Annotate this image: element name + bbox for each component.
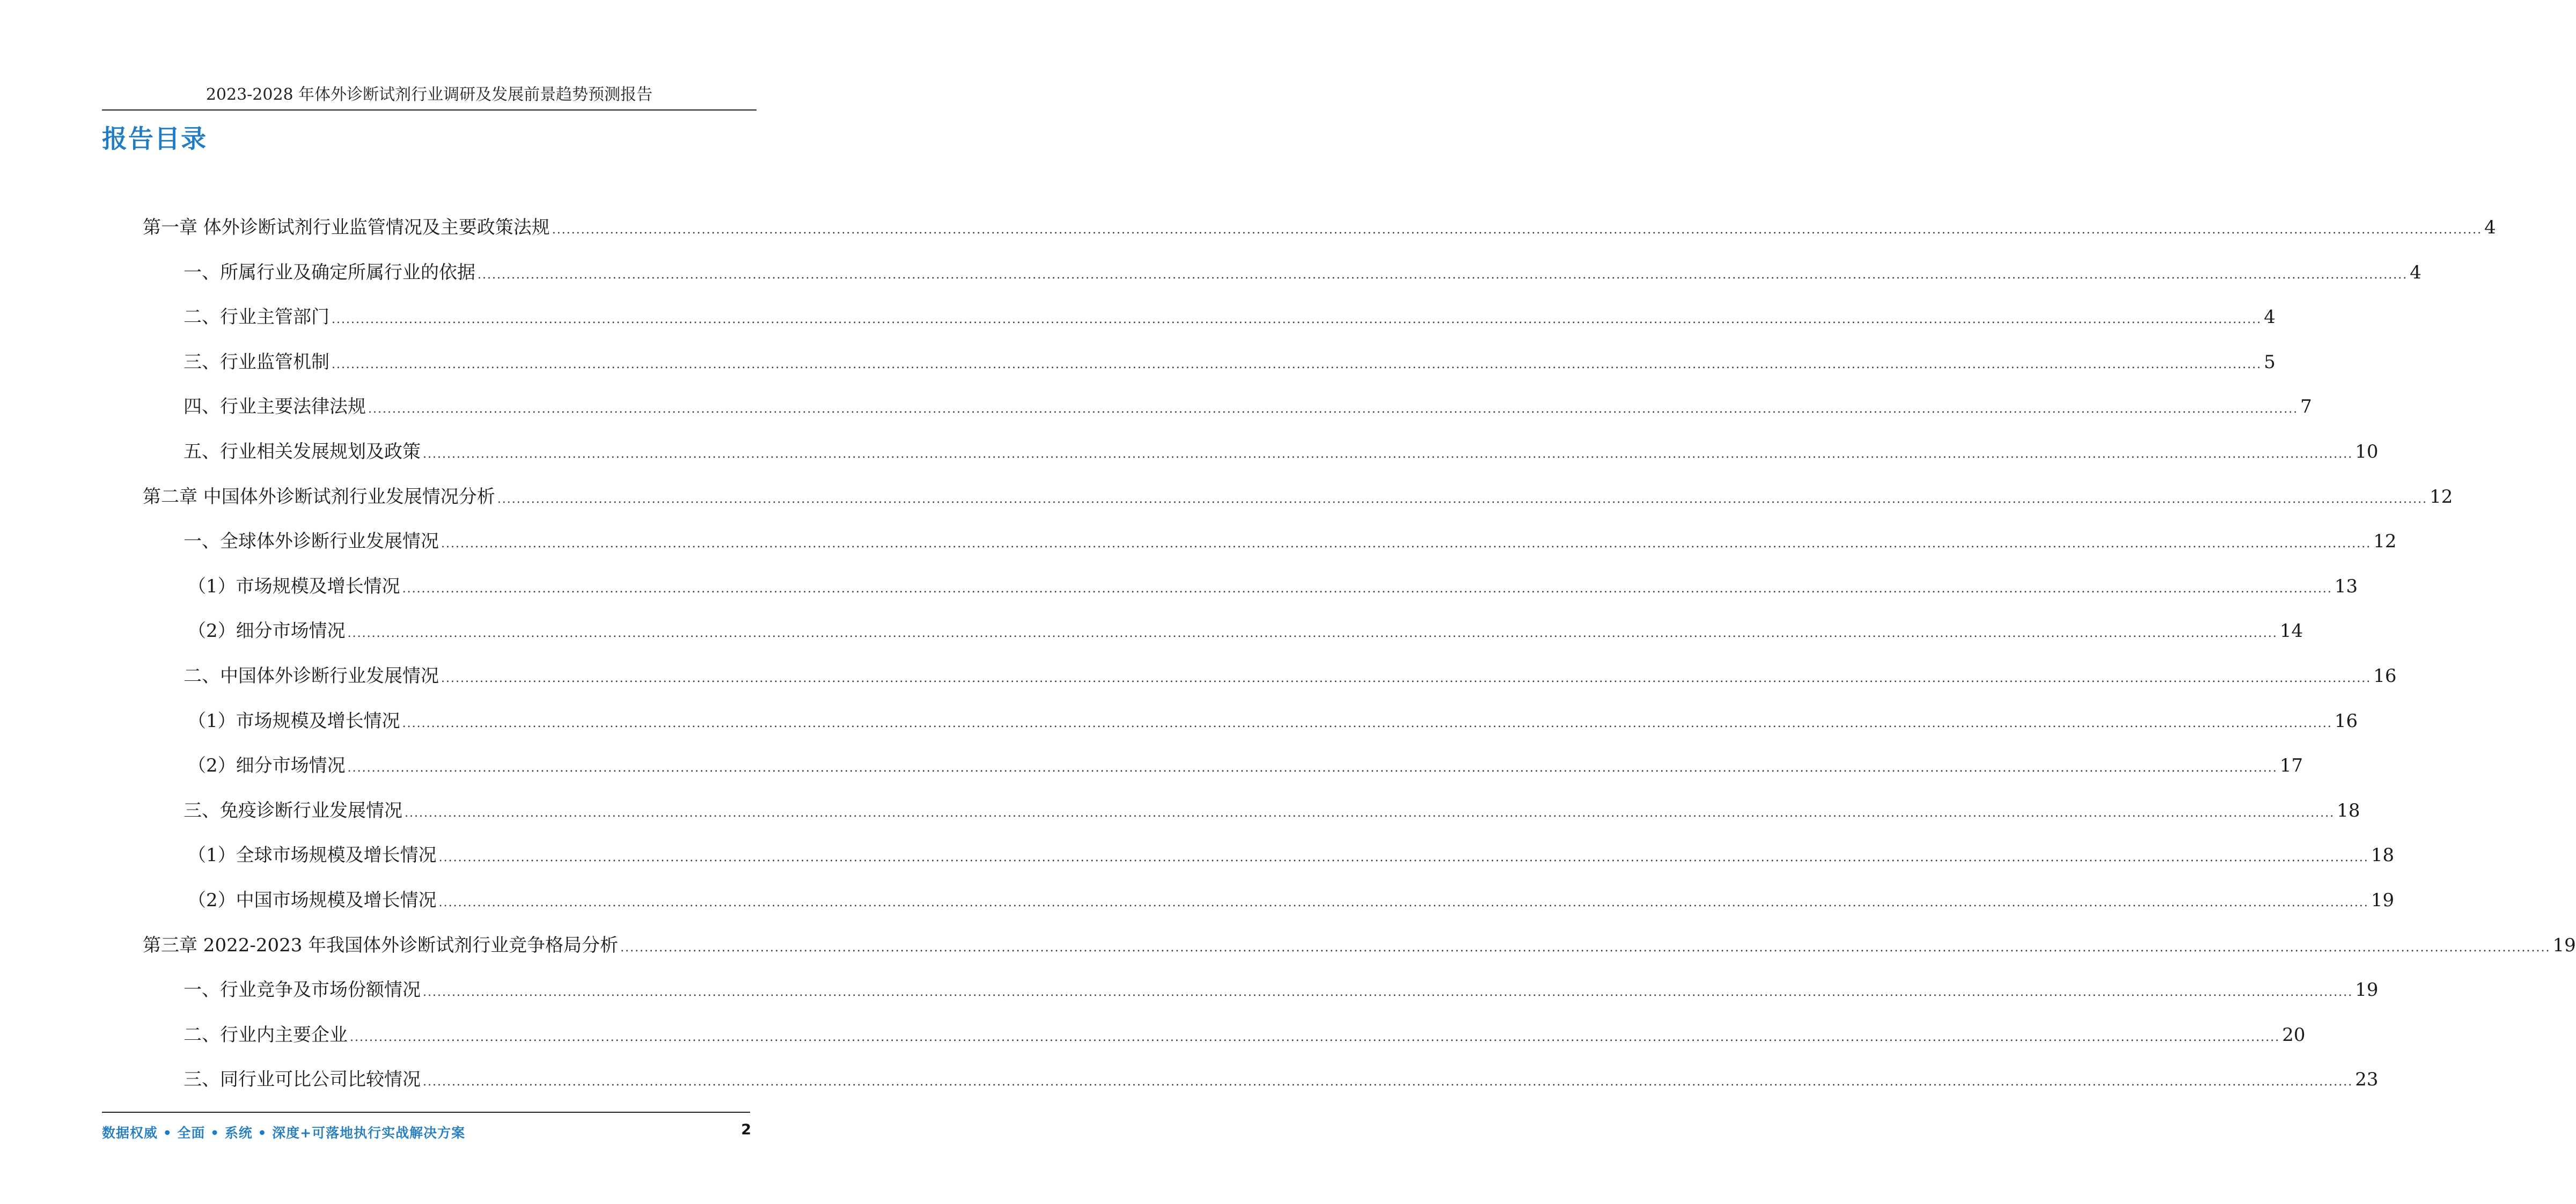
toc-entry[interactable] [184, 436, 2379, 468]
toc-entry[interactable] [143, 211, 2496, 244]
page-title: 报告目录 [102, 124, 207, 154]
toc-entry[interactable] [143, 481, 2453, 513]
toc-dot-leader: ................................................................................................................................................................................................................................................................................................................................................................................................................ [552, 223, 2483, 237]
toc-dot-leader: ................................................................................................................................................................................................................................................................................................................................................................................................................ [441, 672, 2372, 685]
toc-dot-leader: ................................................................................................................................................................................................................................................................................................................................................................................................................ [368, 402, 2299, 416]
toc-dot-leader: ................................................................................................................................................................................................................................................................................................................................................................................................................ [347, 627, 2278, 640]
toc-dot-leader: ................................................................................................................................................................................................................................................................................................................................................................................................................ [332, 313, 2262, 326]
toc-entry-label: 一、行业竞争及市场份额情况 [184, 979, 421, 1001]
toc-entry-page: 19 [2355, 979, 2379, 1001]
toc-entry-page: 7 [2300, 396, 2312, 417]
page-number: 2 [741, 1121, 751, 1138]
toc-entry[interactable] [143, 929, 2576, 961]
toc-entry-label: 三、免疫诊断行业发展情况 [184, 800, 402, 821]
toc-entry[interactable] [184, 391, 2312, 423]
toc-entry-label: 二、行业内主要企业 [184, 1024, 348, 1046]
toc-entry-label: 二、中国体外诊断行业发展情况 [184, 665, 439, 687]
toc-entry-label: 四、行业主要法律法规 [184, 396, 366, 417]
toc-entry-label: 三、同行业可比公司比较情况 [184, 1069, 421, 1090]
toc-entry-label: （1）市场规模及增长情况 [188, 710, 400, 732]
toc-entry-page: 4 [2264, 306, 2276, 328]
toc-entry-page: 13 [2334, 576, 2358, 597]
toc-entry[interactable] [184, 795, 2360, 827]
toc-entry[interactable] [184, 346, 2276, 378]
toc-entry-page: 14 [2279, 620, 2303, 642]
page-header [102, 80, 757, 111]
toc-entry-page: 5 [2264, 351, 2276, 373]
toc-entry[interactable] [188, 705, 2358, 737]
toc-entry-page: 20 [2282, 1024, 2306, 1046]
toc-entry[interactable] [188, 884, 2395, 916]
footer-slogan: 数据权威 • 全面 • 系统 • 深度+可落地执行实战解决方案 [102, 1125, 466, 1141]
toc-entry-label: （2）中国市场规模及增长情况 [188, 890, 437, 911]
toc-dot-leader: ................................................................................................................................................................................................................................................................................................................................................................................................................ [347, 761, 2278, 775]
toc-entry-page: 16 [2334, 710, 2358, 732]
toc-dot-leader: ................................................................................................................................................................................................................................................................................................................................................................................................................ [441, 537, 2372, 550]
toc-dot-leader: ................................................................................................................................................................................................................................................................................................................................................................................................................ [405, 806, 2335, 820]
toc-entry[interactable] [184, 256, 2421, 289]
toc-dot-leader: ................................................................................................................................................................................................................................................................................................................................................................................................................ [423, 1075, 2353, 1089]
toc-dot-leader: ................................................................................................................................................................................................................................................................................................................................................................................................................ [438, 851, 2369, 864]
toc-dot-leader: ................................................................................................................................................................................................................................................................................................................................................................................................................ [478, 268, 2408, 282]
toc-entry-label: 一、所属行业及确定所属行业的依据 [184, 262, 475, 283]
toc-dot-leader: ................................................................................................................................................................................................................................................................................................................................................................................................................ [350, 1031, 2280, 1044]
toc-dot-leader: ................................................................................................................................................................................................................................................................................................................................................................................................................ [438, 896, 2369, 909]
toc-entry[interactable] [188, 750, 2303, 782]
toc-entry-label: 二、行业主管部门 [184, 306, 329, 328]
toc-entry-page: 18 [2337, 800, 2360, 821]
toc-entry-label: （1）市场规模及增长情况 [188, 576, 400, 597]
toc-entry-label: （2）细分市场情况 [188, 755, 346, 776]
toc-entry-page: 10 [2355, 441, 2379, 462]
toc-entry-page: 4 [2410, 262, 2421, 283]
toc-dot-leader: ................................................................................................................................................................................................................................................................................................................................................................................................................ [402, 582, 2332, 596]
toc-dot-leader: ................................................................................................................................................................................................................................................................................................................................................................................................................ [402, 717, 2332, 730]
toc-entry-page: 4 [2484, 217, 2496, 238]
toc-entry[interactable] [184, 1063, 2379, 1096]
toc-entry-label: 三、行业监管机制 [184, 351, 329, 373]
toc-entry-page: 23 [2355, 1069, 2379, 1090]
toc-dot-leader: ................................................................................................................................................................................................................................................................................................................................................................................................................ [332, 358, 2262, 371]
toc-entry-page: 16 [2373, 665, 2397, 687]
toc-entry[interactable] [184, 301, 2276, 333]
toc-dot-leader: ................................................................................................................................................................................................................................................................................................................................................................................................................ [423, 447, 2353, 461]
toc-dot-leader: ................................................................................................................................................................................................................................................................................................................................................................................................................ [423, 986, 2353, 999]
toc-entry[interactable] [188, 570, 2358, 603]
toc-entry-label: 第二章 中国体外诊断试剂行业发展情况分析 [143, 486, 495, 508]
toc-entry-page: 12 [2373, 531, 2397, 552]
toc-entry-label: （1）全球市场规模及增长情况 [188, 845, 437, 866]
toc-dot-leader: ................................................................................................................................................................................................................................................................................................................................................................................................................ [497, 493, 2428, 506]
toc-entry[interactable] [188, 615, 2303, 647]
toc-entry[interactable] [184, 1019, 2306, 1051]
toc-entry-page: 19 [2552, 935, 2576, 956]
toc-entry[interactable] [184, 974, 2379, 1006]
toc-entry[interactable] [184, 660, 2397, 692]
toc-entry[interactable] [188, 839, 2395, 871]
toc-entry-label: 第三章 2022-2023 年我国体外诊断试剂行业竞争格局分析 [143, 935, 619, 956]
report-header-title: 2023-2028 年体外诊断试剂行业调研及发展前景趋势预测报告 [206, 85, 653, 104]
footer-divider [102, 1112, 750, 1113]
toc-entry-label: 五、行业相关发展规划及政策 [184, 441, 421, 462]
toc-entry-page: 12 [2430, 486, 2453, 508]
toc-entry-page: 17 [2279, 755, 2303, 776]
toc-dot-leader: ................................................................................................................................................................................................................................................................................................................................................................................................................ [620, 941, 2551, 955]
toc-entry-label: （2）细分市场情况 [188, 620, 346, 642]
toc-entry-label: 一、全球体外诊断行业发展情况 [184, 531, 439, 552]
toc-entry-page: 19 [2370, 890, 2395, 911]
toc-entry-label: 第一章 体外诊断试剂行业监管情况及主要政策法规 [143, 217, 550, 238]
toc-entry-page: 18 [2370, 845, 2395, 866]
toc-entry[interactable] [184, 525, 2397, 557]
